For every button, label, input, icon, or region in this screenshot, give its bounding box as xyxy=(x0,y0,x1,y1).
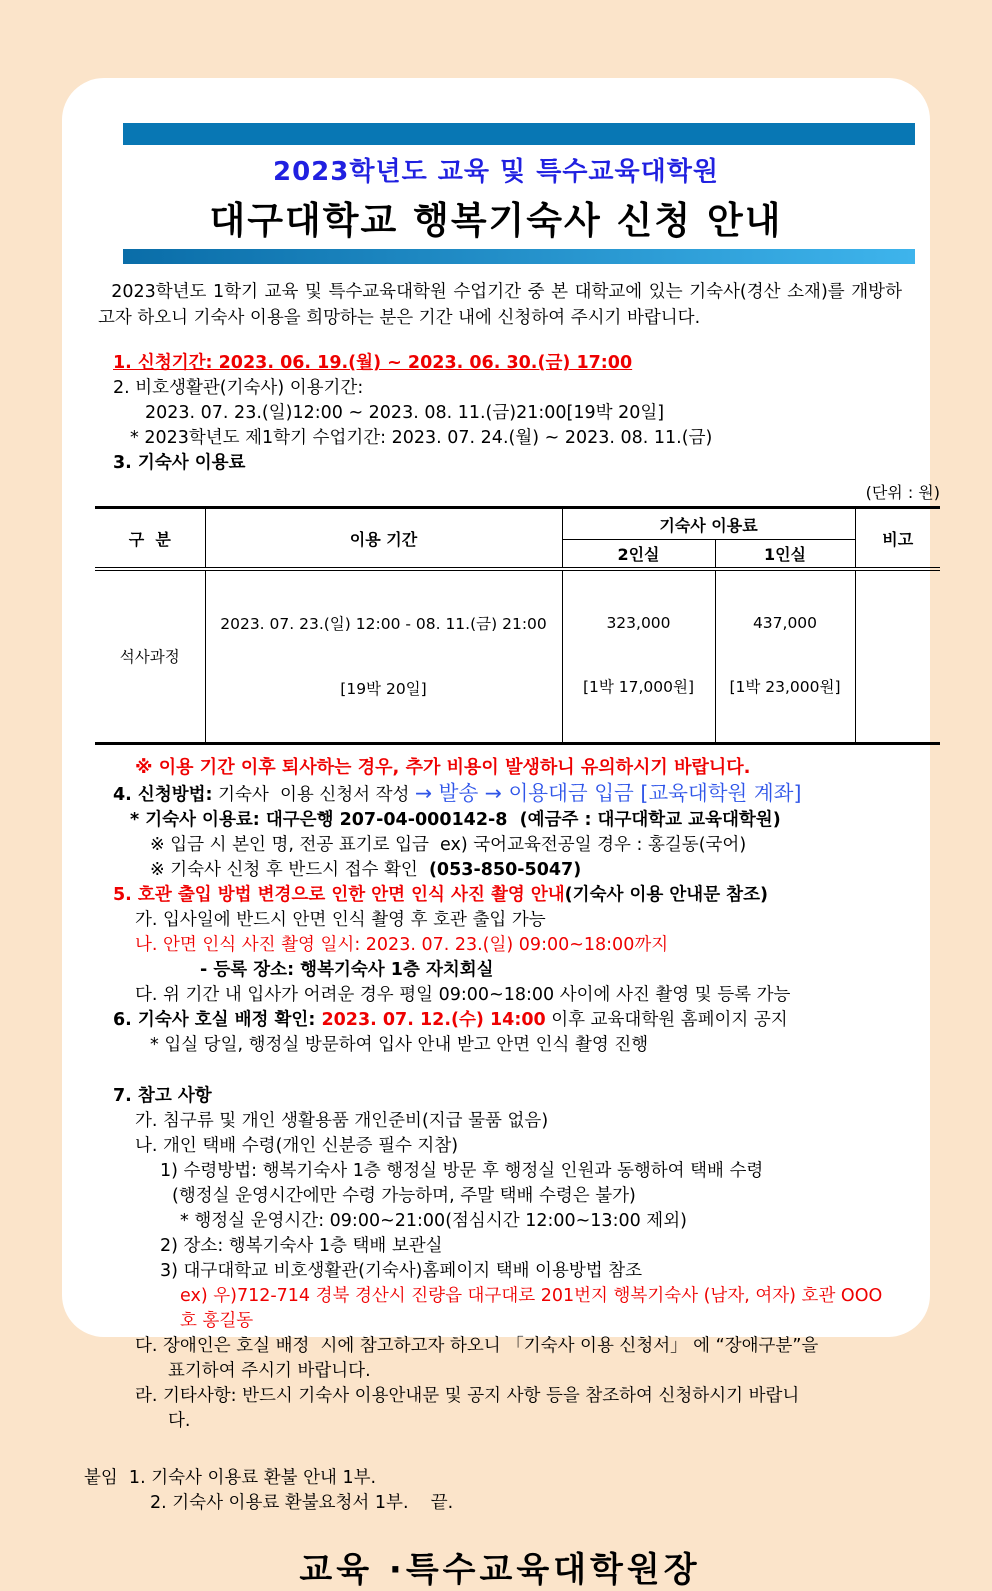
text-run: - 등록 장소: 행복기숙사 1층 자치회실 xyxy=(200,960,494,980)
fee-row-period-dates: 2023. 07. 23.(일) 12:00 - 08. 11.(금) 21:00 xyxy=(220,615,547,633)
text-run: 2023. 07. 12.(수) 14:00 xyxy=(321,1010,546,1030)
text-run: 나. 개인 택배 수령(개인 신분증 필수 지참) xyxy=(135,1136,459,1156)
fee-row-room2-per-night: [1박 17,000원] xyxy=(582,678,695,696)
text-line xyxy=(84,1466,902,1491)
text-line xyxy=(98,1234,902,1259)
text-run: 7. 참고 사항 xyxy=(113,1086,212,1106)
text-run: 표기하여 주시기 바랍니다. xyxy=(168,1361,371,1381)
notice-body xyxy=(62,279,940,1591)
fee-row-room1-per-night: [1박 23,000원] xyxy=(729,678,841,696)
fee-table-header-note: 비고 xyxy=(855,508,940,570)
fee-table-header-room2: 2인실 xyxy=(562,540,715,570)
text-line xyxy=(98,958,902,983)
fee-table-row xyxy=(95,569,940,744)
guidance-lines xyxy=(84,755,902,1516)
text-line xyxy=(98,781,902,808)
text-run: * 입실 당일, 행정실 방문하여 입사 안내 받고 안면 인식 촬영 진행 xyxy=(150,1035,649,1055)
text-run: (행정실 운영시간에만 수령 가능하며, 주말 택배 수령은 불가) xyxy=(172,1186,636,1206)
text-run: ※ 이용 기간 이후 퇴사하는 경우, 추가 비용이 발생하니 유의하시기 바랍니다. xyxy=(135,757,751,778)
header-top-bar xyxy=(123,123,915,145)
text-run: ※ 기숙사 신청 후 반드시 접수 확인 xyxy=(150,860,429,880)
text-line xyxy=(98,1209,902,1234)
text-run: 1. 신청기간: 2023. 06. 19.(월) ~ 2023. 06. 30.(금) 17:00 xyxy=(113,353,633,373)
text-line xyxy=(98,883,902,908)
text-run: ※ 입금 시 본인 명, 전공 표기로 입금 ex) 국어교육전공일 경우 : 홍길동(국어) xyxy=(150,835,747,855)
text-run: 가. 침구류 및 개인 생활용품 개인준비(지급 물품 없음) xyxy=(135,1111,549,1131)
text-line xyxy=(98,1409,902,1434)
text-run: 라. 기타사항: 반드시 기숙사 이용안내문 및 공지 사항 등을 참조하여 신청하시기 바랍니 xyxy=(135,1386,800,1406)
text-line xyxy=(98,1134,902,1159)
text-run: 2. 비호생활관(기숙사) 이용기간: xyxy=(113,378,364,398)
text-run: 다. xyxy=(168,1411,191,1431)
fee-row-room2 xyxy=(562,569,715,744)
fee-row-category: 석사과정 xyxy=(95,569,205,744)
text-run: 2023. 07. 23.(일)12:00 ~ 2023. 08. 11.(금)21:00[19박 20일] xyxy=(145,403,665,423)
notice-card xyxy=(62,78,940,1590)
text-line xyxy=(98,1033,902,1058)
text-run: 1) 수령방법: 행복기숙사 1층 행정실 방문 후 행정실 인원과 동행하여 택배 수령 xyxy=(160,1161,764,1181)
application-info-lines xyxy=(98,351,902,476)
text-line xyxy=(98,1334,902,1359)
text-run: 다. 위 기간 내 입사가 어려운 경우 평일 09:00~18:00 사이에 사진 촬영 및 등록 가능 xyxy=(135,985,791,1005)
text-line xyxy=(98,1184,902,1209)
text-line xyxy=(98,755,902,781)
text-line xyxy=(98,1384,902,1409)
fee-row-note xyxy=(855,569,940,744)
fee-row-room1-amount: 437,000 xyxy=(752,614,818,632)
text-line xyxy=(98,1284,902,1309)
fee-row-period xyxy=(205,569,562,744)
text-run: 2. 기숙사 이용료 환불요청서 1부. 끝. xyxy=(150,1493,454,1513)
text-line xyxy=(98,426,902,451)
fee-row-room1 xyxy=(715,569,855,744)
text-line xyxy=(98,1109,902,1134)
text-run: 3) 대구대학교 비호생활관(기숙사)홈페이지 택배 이용방법 참조 xyxy=(160,1261,643,1281)
text-run: 기숙사 이용 신청서 작성 xyxy=(212,785,415,805)
text-run: * 기숙사 이용료: 대구은행 207-04-000142-8 (예금주 : 대구대학교 교육대학원) xyxy=(130,810,781,830)
fee-row-period-nights: [19박 20일] xyxy=(340,680,427,698)
text-run: ex) 우)712-714 경북 경산시 진량읍 대구대로 201번지 행복기숙사 (남자, 여자) 호관 OOO xyxy=(180,1286,883,1306)
text-run: 3. 기숙사 이용료 xyxy=(113,453,246,473)
signature: 교육 ·특수교육대학원장 xyxy=(299,1550,701,1590)
text-run: 호 홍길동 xyxy=(180,1311,254,1331)
table-unit-label: (단위 : 원) xyxy=(865,483,940,502)
fee-table xyxy=(95,506,940,745)
text-line xyxy=(98,1259,902,1284)
fee-table-header-category: 구 분 xyxy=(128,529,171,549)
text-line xyxy=(98,933,902,958)
fee-table-header-fee-group: 기숙사 이용료 xyxy=(562,508,855,540)
header-gradient-bar xyxy=(123,249,915,264)
text-run: 2) 장소: 행복기숙사 1층 택배 보관실 xyxy=(160,1236,443,1256)
text-run: (기숙사 이용 안내문 참조) xyxy=(564,885,768,905)
text-line xyxy=(98,808,902,833)
text-line xyxy=(98,376,902,401)
text-run: → 발송 → 이용대금 입금 [교육대학원 계좌] xyxy=(414,781,802,805)
text-line xyxy=(98,833,902,858)
text-run: 다. 장애인은 호실 배정 시에 참고하고자 하오니 「기숙사 이용 신청서」 에 “장애구분”을 xyxy=(135,1336,819,1356)
text-run: 5. 호관 출입 방법 변경으로 인한 안면 인식 사진 촬영 안내 xyxy=(113,885,565,905)
text-line xyxy=(98,1359,902,1384)
text-line xyxy=(98,983,902,1008)
text-run: (053-850-5047) xyxy=(428,860,582,880)
text-line xyxy=(98,858,902,883)
text-run: 가. 입사일에 반드시 안면 인식 촬영 후 호관 출입 가능 xyxy=(135,910,546,930)
fee-table-header-room1: 1인실 xyxy=(715,540,855,570)
text-run: * 행정실 운영시간: 09:00~21:00(점심시간 12:00~13:00 제외) xyxy=(180,1211,687,1231)
text-line xyxy=(98,1084,902,1109)
page-title: 대구대학교 행복기숙사 신청 안내 xyxy=(209,199,783,242)
text-line xyxy=(98,1159,902,1184)
fee-table-header-period: 이용 기간 xyxy=(205,508,562,570)
text-line xyxy=(98,908,902,933)
text-line xyxy=(98,1309,902,1334)
text-run: 붙임 1. 기숙사 이용료 환불 안내 1부. xyxy=(84,1468,377,1488)
intro-paragraph: 2023학년도 1학기 교육 및 특수교육대학원 수업기간 중 본 대학교에 있는 기숙사(경산 소재)를 개방하고자 하오니 기숙사 이용을 희망하는 분은 기간 내에 신청하여 주시기 바랍니다. xyxy=(98,282,902,328)
text-run: 6. 기숙사 호실 배정 확인: xyxy=(113,1010,322,1030)
text-run: * 2023학년도 제1학기 수업기간: 2023. 07. 24.(월) ~ 2023. 08. 11.(금) xyxy=(130,428,713,448)
fee-row-room2-amount: 323,000 xyxy=(606,614,671,632)
text-run: 이후 교육대학원 홈페이지 공지 xyxy=(545,1010,788,1030)
header-subtitle: 2023학년도 교육 및 특수교육대학원 xyxy=(272,157,720,187)
text-line xyxy=(98,401,902,426)
text-line xyxy=(98,451,902,476)
text-run: 4. 신청방법: xyxy=(113,785,213,805)
text-line xyxy=(98,1491,902,1516)
text-line xyxy=(98,351,902,376)
text-run: 나. 안면 인식 사진 촬영 일시: 2023. 07. 23.(일) 09:00~18:00까지 xyxy=(135,935,669,955)
text-line xyxy=(98,1008,902,1033)
